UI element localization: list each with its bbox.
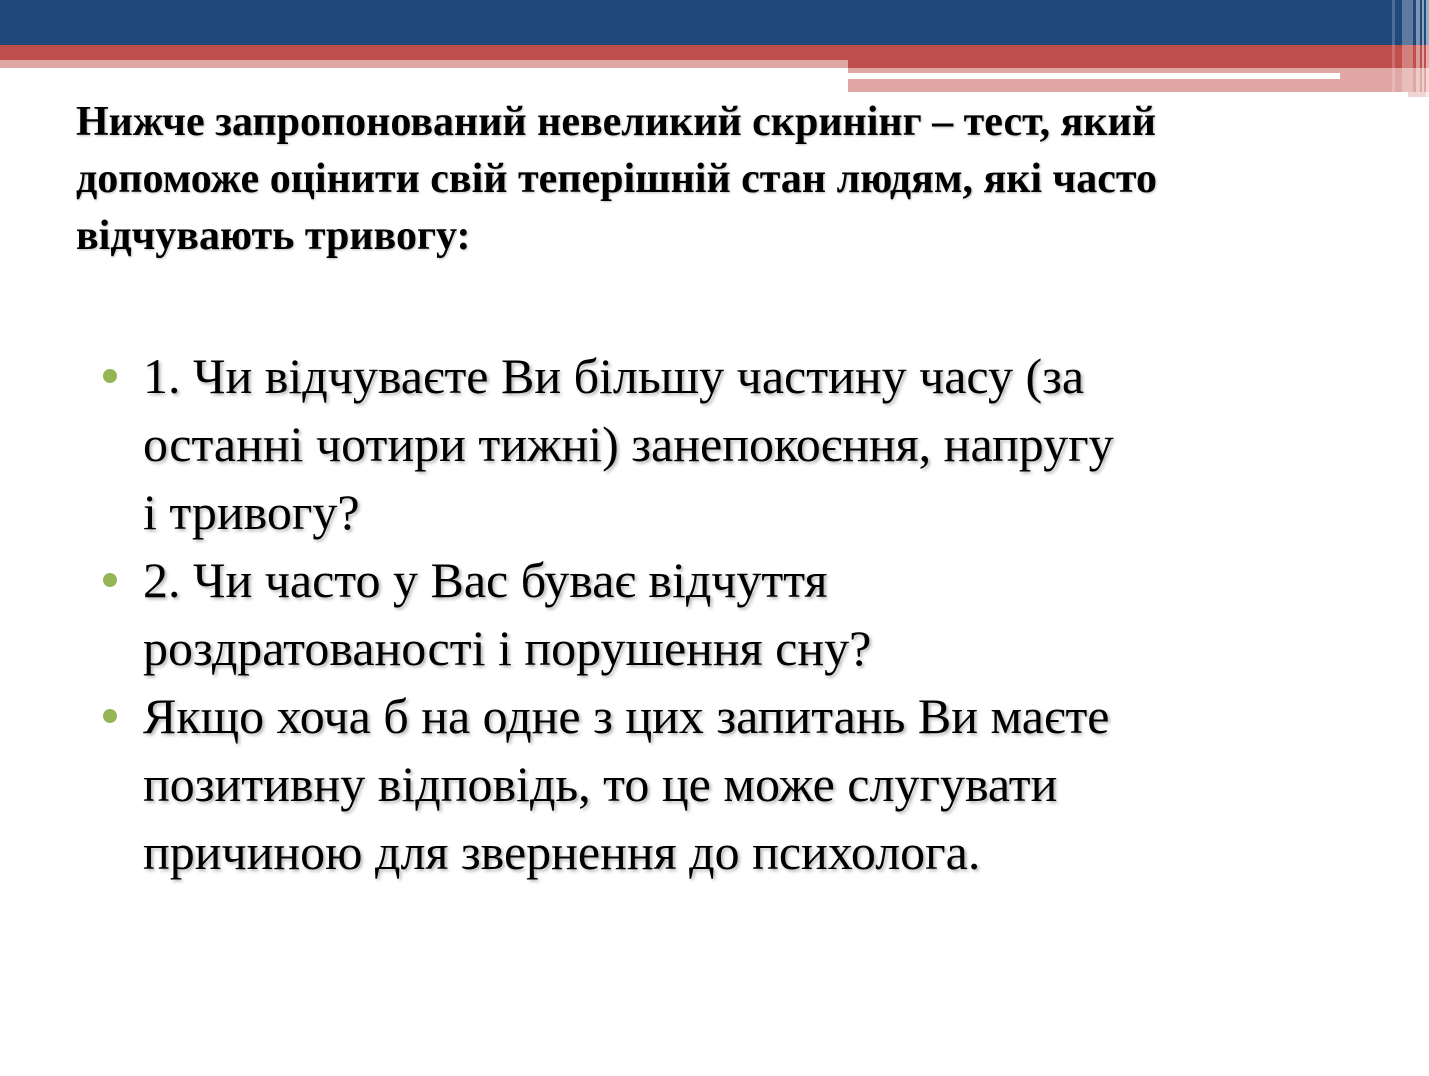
- bullet-item-2: [143, 546, 1393, 682]
- bullet-text-line: Якщо хоча б на одне з цих запитань Ви маєте: [143, 688, 1110, 744]
- bullet-text-line: останні чотири тижні) занепокоєння, напругу: [143, 416, 1114, 472]
- bullet-text-line: позитивну відповідь, то це може слугувати: [143, 756, 1058, 812]
- bullet-list: [143, 342, 1393, 886]
- header-pink-stripe-left: [0, 60, 848, 68]
- slide-title: [76, 94, 1396, 265]
- header-pink-block-right: [848, 68, 1429, 92]
- bullet-text-line: 2. Чи часто у Вас буває відчуття: [143, 552, 828, 608]
- header-red-bar-right: [848, 45, 1429, 68]
- bullet-dot-icon: [103, 369, 117, 383]
- header-white-stripe: [848, 73, 1340, 79]
- bullet-item-1: [143, 342, 1393, 546]
- header-blue-bar: [0, 0, 1429, 45]
- bullet-text-line: і тривогу?: [143, 484, 360, 540]
- header-vertical-stripe: [1402, 0, 1413, 92]
- title-line: допоможе оцінити свій теперішній стан людям, які часто: [76, 156, 1157, 202]
- bullet-text-line: причиною для звернення до психолога.: [143, 824, 981, 880]
- title-line: відчувають тривогу:: [76, 213, 471, 259]
- bullet-dot-icon: [103, 573, 117, 587]
- bullet-item-3: [143, 682, 1393, 886]
- bullet-dot-icon: [103, 709, 117, 723]
- title-line: Нижче запропонований невеликий скринінг – тест, який: [76, 99, 1156, 145]
- bullet-text-line: 1. Чи відчуваєте Ви більшу частину часу (за: [143, 348, 1085, 404]
- header-vertical-stripe: [1422, 0, 1424, 92]
- header-vertical-stripe: [1392, 0, 1395, 92]
- header-vertical-stripe: [1416, 0, 1420, 92]
- bullet-text-line: роздратованості і порушення сну?: [143, 620, 872, 676]
